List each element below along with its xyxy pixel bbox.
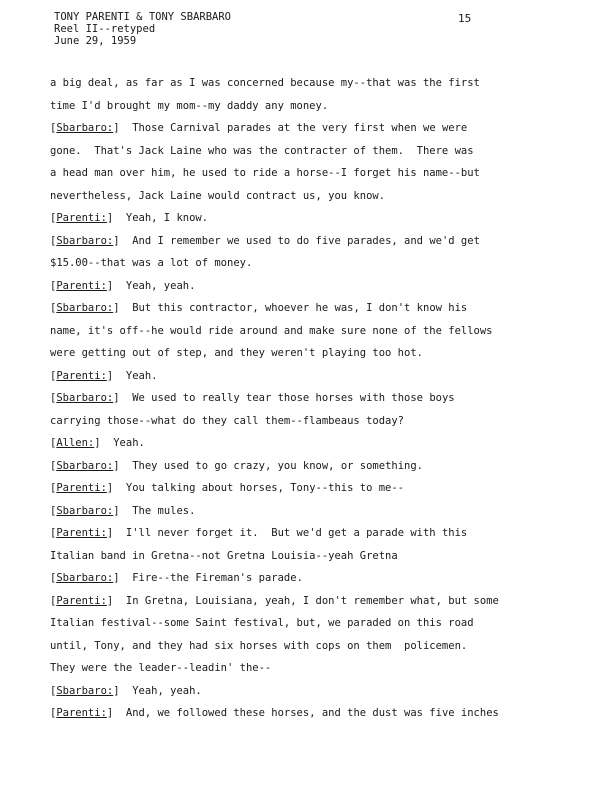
speaker-label: Allen: <box>56 437 95 449</box>
speaker-label: Sbarbaro: <box>56 122 114 134</box>
speaker-label: Sbarbaro: <box>56 459 114 472</box>
speaker-label: Parenti: <box>56 482 107 494</box>
transcript-line <box>50 657 570 680</box>
transcript-line: [Sbarbaro:] Fire--the Fireman's parade. <box>50 572 303 584</box>
speaker-label: Sbarbaro: <box>56 684 114 697</box>
line-text: a head man over him, he used to ride a horse--I forget his name--but <box>50 167 480 179</box>
transcript-line <box>50 140 570 163</box>
line-text: time I'd brought my mom--my daddy any money. <box>50 99 329 112</box>
line-text: They were the leader--leadin' the-- <box>50 662 272 674</box>
transcript-line: [Parenti:] Yeah. <box>50 369 158 382</box>
speaker-label: Sbarbaro: <box>56 392 114 404</box>
line-text: name, it's off--he would ride around and make sure none of the fellows <box>50 324 493 337</box>
line-text: In Gretna, Louisiana, yeah, I don't remember what, but some <box>113 594 499 607</box>
speaker-label: Parenti: <box>56 212 107 224</box>
transcript-line <box>50 612 570 635</box>
line-text: carrying those--what do they call them--flambeaus today? <box>50 414 405 427</box>
speaker-label: Parenti: <box>56 707 107 719</box>
transcript-line: [Parenti:] I'll never forget it. But we'd get a parade with this <box>50 527 468 539</box>
transcript-line <box>50 410 570 433</box>
transcript-line: [Sbarbaro:] And I remember we used to do five parades, and we'd get <box>50 234 480 247</box>
transcript-line <box>50 162 570 185</box>
speaker-label: Parenti: <box>56 279 107 292</box>
transcript-line: [Sbarbaro:] Those Carnival parades at the very first when we were <box>50 122 468 134</box>
line-text: And, we followed these horses, and the dust was five inches <box>113 707 499 719</box>
line-text: And I remember we used to do five parades, and we'd get <box>119 234 480 247</box>
transcript-line <box>50 185 570 208</box>
speaker-label: Parenti: <box>56 369 107 382</box>
transcript-line: [Sbarbaro:] The mules. <box>50 504 196 517</box>
line-text: Italian festival--some Saint festival, but, we paraded on this road <box>50 617 474 629</box>
line-text: $15.00--that was a lot of money. <box>50 257 253 269</box>
line-text: Yeah, yeah. <box>119 684 202 697</box>
header-date: June 29, 1959 <box>54 35 137 47</box>
transcript-line: [Sbarbaro:] They used to go crazy, you know, or something. <box>50 459 423 472</box>
line-text: I'll never forget it. But we'd get a parade with this <box>113 527 468 539</box>
line-text: But this contractor, whoever he was, I don't know his <box>119 302 468 314</box>
transcript-line <box>50 342 570 365</box>
transcript-line: [Parenti:] In Gretna, Louisiana, yeah, I don't remember what, but some <box>50 594 499 607</box>
transcript-line <box>50 545 570 568</box>
speaker-label: Parenti: <box>56 594 107 607</box>
transcript-line: [Sbarbaro:] But this contractor, whoever he was, I don't know his <box>50 302 468 314</box>
line-text: You talking about horses, Tony--this to me-- <box>113 482 405 494</box>
transcript-line <box>50 95 570 118</box>
page-number: 15 <box>458 12 472 25</box>
speaker-label: Sbarbaro: <box>56 302 114 314</box>
transcript-line: [Parenti:] And, we followed these horses, and the dust was five inches <box>50 707 499 719</box>
speaker-label: Sbarbaro: <box>56 572 114 584</box>
line-text: Yeah. <box>100 437 145 449</box>
transcript-body <box>50 72 570 725</box>
line-text: Those Carnival parades at the very first when we were <box>119 122 468 134</box>
transcript-line <box>50 252 570 275</box>
line-text: Fire--the Fireman's parade. <box>119 572 303 584</box>
speaker-label: Sbarbaro: <box>56 504 114 517</box>
line-text: The mules. <box>119 504 196 517</box>
line-text: We used to really tear those horses with those boys <box>119 392 455 404</box>
transcript-line: [Parenti:] You talking about horses, Tony--this to me-- <box>50 482 405 494</box>
speaker-label: Parenti: <box>56 527 107 539</box>
line-text: were getting out of step, and they weren't playing too hot. <box>50 347 423 359</box>
transcript-header <box>54 11 231 47</box>
line-text: They used to go crazy, you know, or something. <box>119 459 423 472</box>
line-text: gone. That's Jack Laine who was the contracter of them. There was <box>50 144 474 157</box>
line-text: Yeah, I know. <box>113 212 209 224</box>
transcript-line: [Allen:] Yeah. <box>50 437 145 449</box>
transcript-line: [Parenti:] Yeah, I know. <box>50 212 209 224</box>
line-text: until, Tony, and they had six horses with cops on them policemen. <box>50 639 468 652</box>
transcript-line <box>50 320 570 343</box>
transcript-line <box>50 635 570 658</box>
line-text: nevertheless, Jack Laine would contract us, you know. <box>50 189 386 202</box>
line-text: Yeah, yeah. <box>113 279 196 292</box>
line-text: Italian band in Gretna--not Gretna Louisia--yeah Gretna <box>50 549 398 562</box>
line-text: a big deal, as far as I was concerned because my--that was the first <box>50 77 480 89</box>
transcript-line: [Sbarbaro:] Yeah, yeah. <box>50 684 202 697</box>
transcript-line: [Sbarbaro:] We used to really tear those horses with those boys <box>50 392 455 404</box>
header-names: TONY PARENTI & TONY SBARBARO <box>54 11 232 23</box>
header-reel: Reel II--retyped <box>54 23 156 35</box>
speaker-label: Sbarbaro: <box>56 234 114 247</box>
line-text: Yeah. <box>113 369 158 382</box>
transcript-line: [Parenti:] Yeah, yeah. <box>50 279 196 292</box>
transcript-line <box>50 72 570 95</box>
